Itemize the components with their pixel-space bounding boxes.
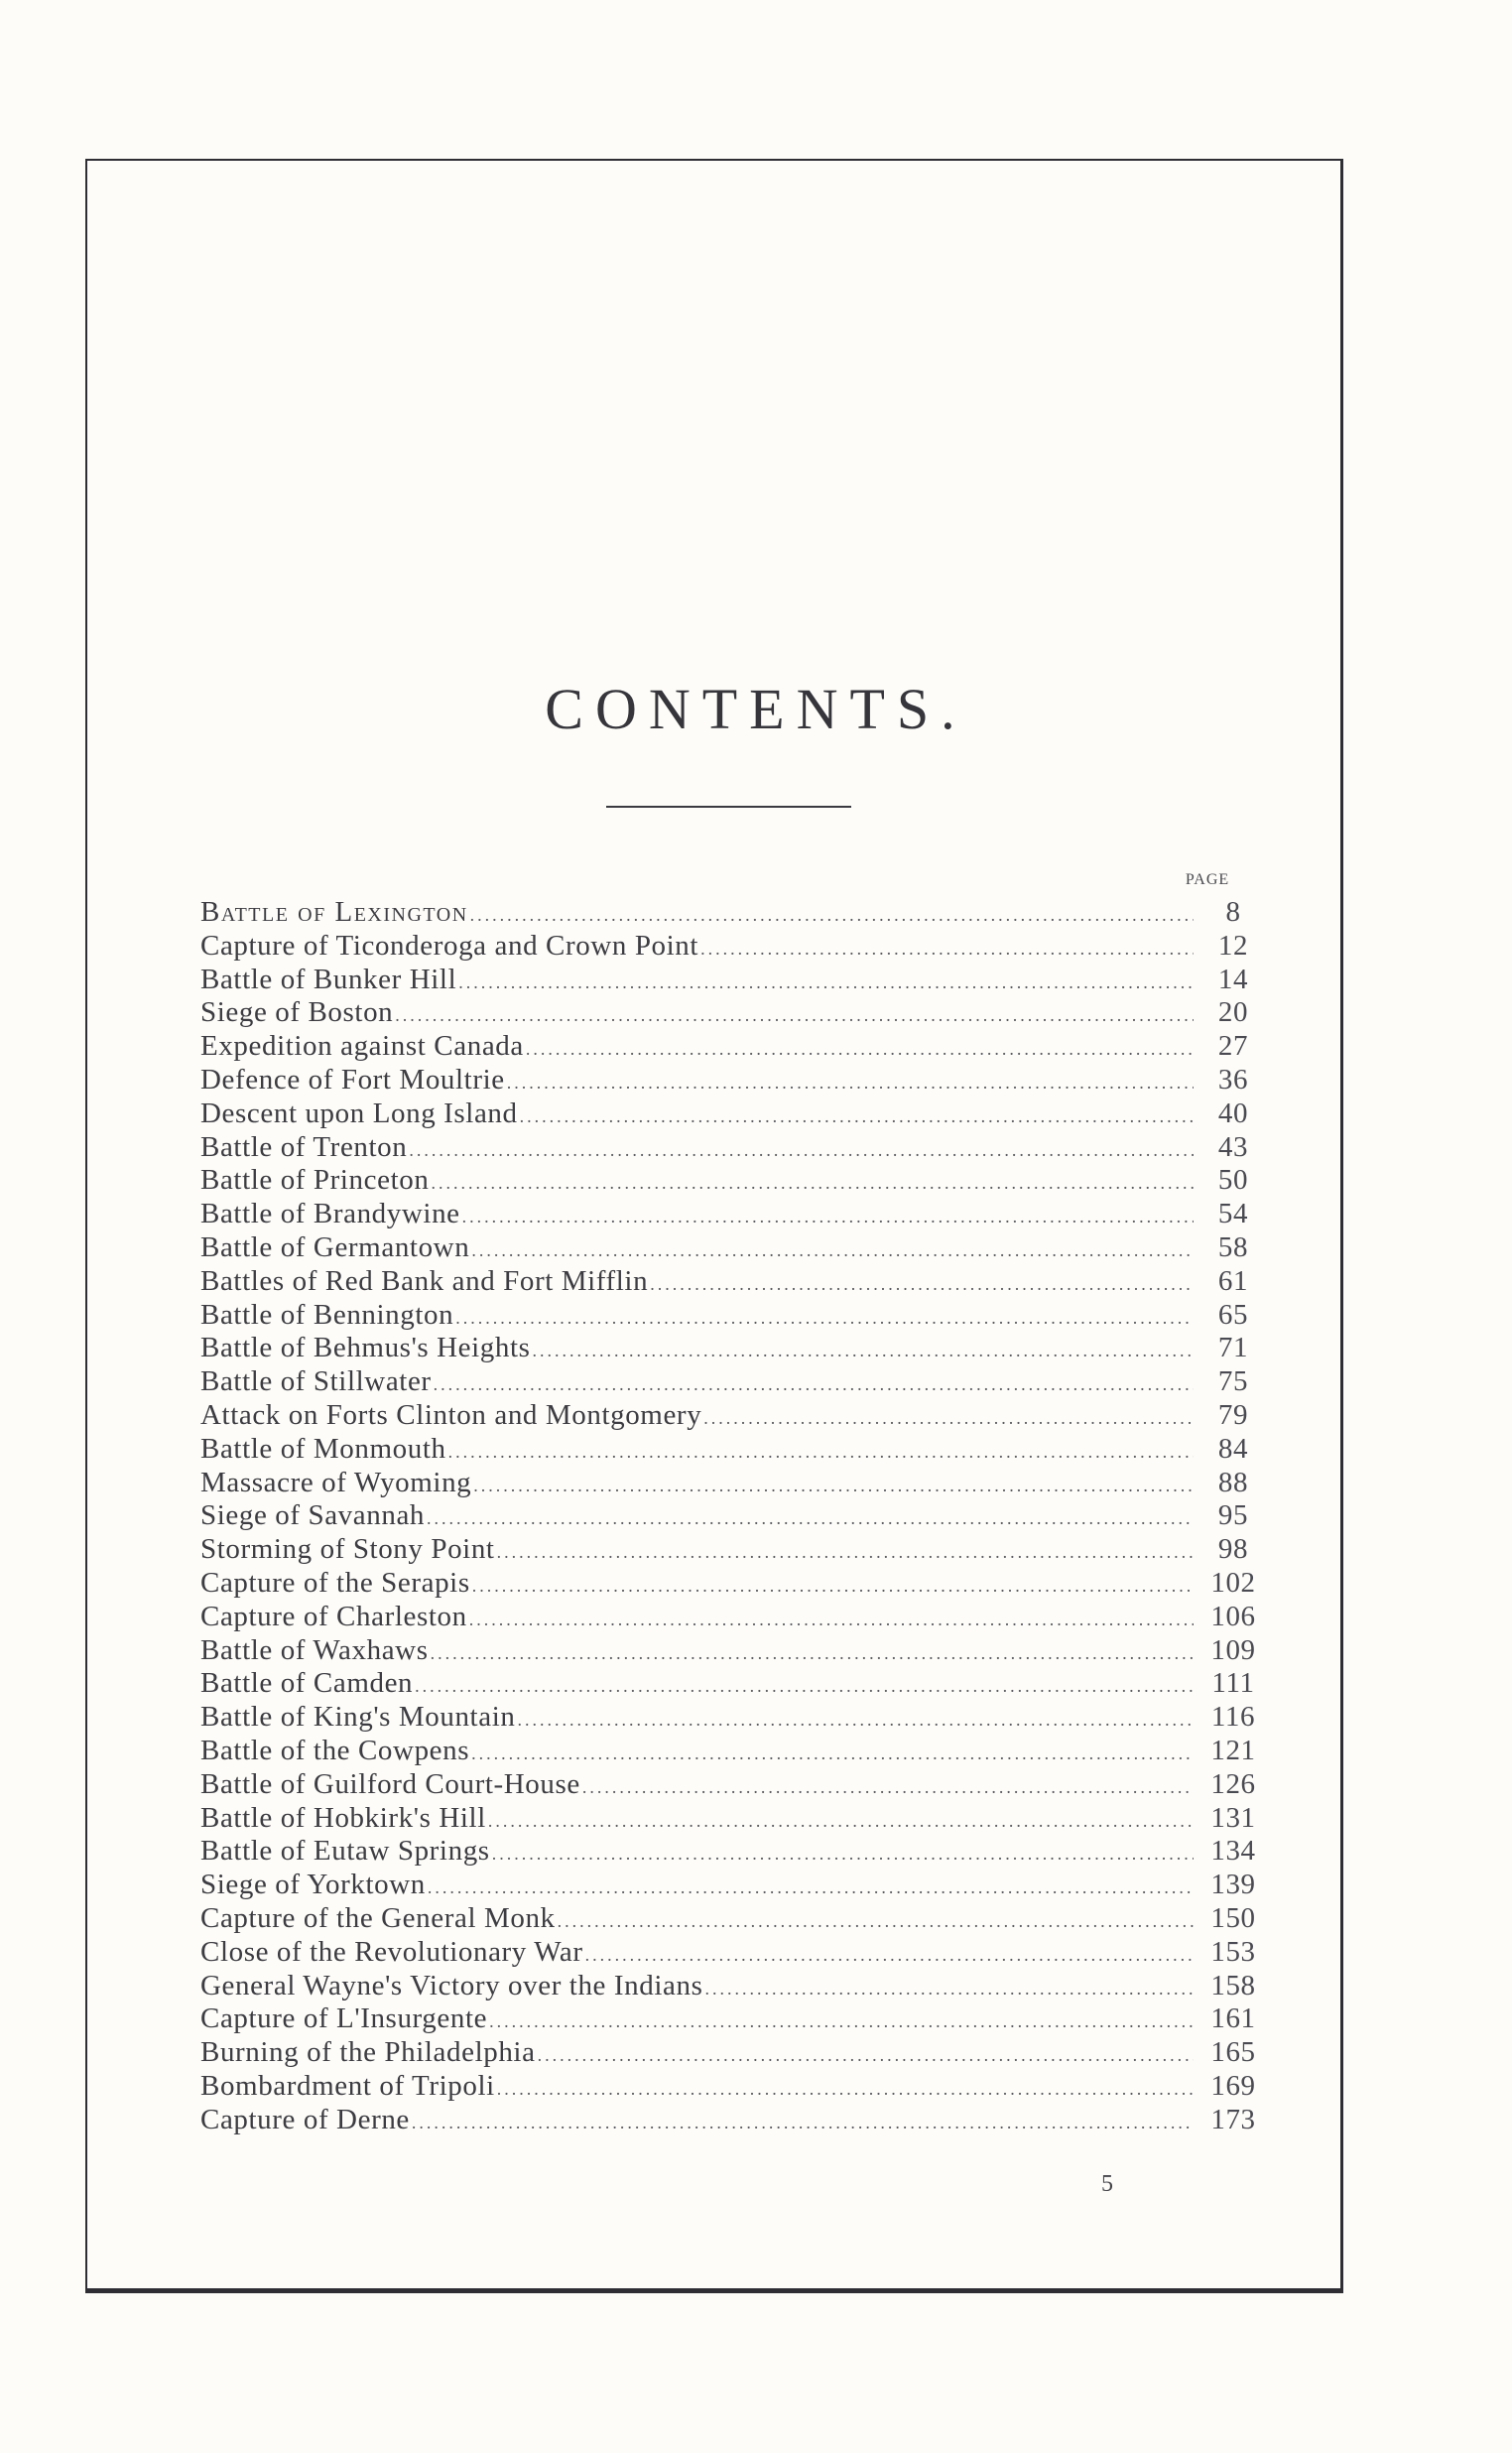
dot-leader xyxy=(488,1805,1194,1839)
toc-entry-title: Battle of Guilford Court-House xyxy=(200,1767,580,1800)
toc-entry-page: 61 xyxy=(1217,1264,1249,1297)
toc-entry-page: 111 xyxy=(1211,1667,1255,1700)
dot-leader xyxy=(507,1067,1194,1100)
toc-entry-title: Battle of Stillwater xyxy=(200,1365,432,1398)
dot-leader xyxy=(448,1436,1194,1470)
toc-entry-page: 150 xyxy=(1210,1901,1256,1934)
toc-entry-title: Descent upon Long Island xyxy=(200,1097,518,1129)
toc-entry xyxy=(200,2070,1265,2104)
page-column-heading: PAGE xyxy=(1185,871,1230,888)
toc-entry-title: Expedition against Canada xyxy=(200,1030,524,1063)
page-title: CONTENTS. xyxy=(545,676,967,741)
dot-leader xyxy=(471,1234,1194,1268)
toc-entry xyxy=(200,996,1265,1030)
toc-entry-page: 121 xyxy=(1210,1734,1256,1766)
toc-entry-title: Battle of Monmouth xyxy=(200,1432,446,1465)
toc-entry-title: Capture of Charleston xyxy=(200,1600,467,1632)
dot-leader xyxy=(395,999,1194,1033)
toc-entry xyxy=(200,1567,1265,1601)
toc-entry xyxy=(200,1768,1265,1802)
dot-leader xyxy=(471,1738,1194,1771)
dot-leader xyxy=(520,1100,1194,1134)
dot-leader xyxy=(650,1268,1194,1302)
toc-entry-page: 40 xyxy=(1217,1097,1249,1129)
toc-entry-title: Battle of Behmus's Heights xyxy=(200,1332,531,1364)
toc-entry xyxy=(200,1365,1265,1399)
toc-entry xyxy=(200,1164,1265,1198)
dot-leader xyxy=(538,2039,1194,2073)
toc-entry-page: 71 xyxy=(1217,1332,1249,1364)
toc-entry-page: 58 xyxy=(1217,1230,1249,1263)
dot-leader xyxy=(409,1134,1194,1168)
dot-leader xyxy=(458,967,1194,1000)
toc-entry-title: Capture of Derne xyxy=(200,2103,410,2135)
toc-entry-title: Attack on Forts Clinton and Montgomery xyxy=(200,1398,702,1431)
toc-entry-page: 131 xyxy=(1210,1801,1256,1834)
toc-entry-title: Battle of Germantown xyxy=(200,1230,470,1263)
dot-leader xyxy=(455,1302,1194,1336)
toc-entry xyxy=(200,1869,1265,1902)
toc-entry-page: 158 xyxy=(1210,1969,1256,2001)
toc-entry-page: 106 xyxy=(1210,1600,1256,1632)
toc-entry xyxy=(200,1198,1265,1231)
toc-entry xyxy=(200,896,1265,930)
toc-entry xyxy=(200,1097,1265,1131)
toc-entry-page: 8 xyxy=(1225,896,1241,928)
title-rule xyxy=(606,806,851,808)
toc-entry-page: 98 xyxy=(1217,1533,1249,1566)
toc-entry-title: Burning of the Philadelphia xyxy=(200,2036,536,2069)
dot-leader xyxy=(415,1670,1194,1704)
toc-entry-page: 54 xyxy=(1217,1198,1249,1230)
toc-entry xyxy=(200,1667,1265,1701)
toc-entry-title: Battle of Bunker Hill xyxy=(200,963,457,995)
toc-entry-title: Battle of Princeton xyxy=(200,1164,430,1197)
toc-entry xyxy=(200,1131,1265,1165)
toc-entry-page: 88 xyxy=(1217,1466,1249,1498)
toc-entry-page: 134 xyxy=(1210,1835,1256,1868)
toc-entry-page: 36 xyxy=(1217,1063,1249,1096)
toc-entry-page: 65 xyxy=(1217,1298,1249,1331)
toc-entry xyxy=(200,2036,1265,2070)
toc-entry-page: 161 xyxy=(1210,2002,1256,2035)
toc-entry-page: 173 xyxy=(1210,2103,1256,2135)
toc-entry xyxy=(200,1802,1265,1836)
toc-entry xyxy=(200,1399,1265,1433)
toc-entry xyxy=(200,964,1265,997)
toc-entry-title: Battle of Eutaw Springs xyxy=(200,1835,490,1868)
toc-entry-title: Battle of Waxhaws xyxy=(200,1633,429,1666)
contents-list xyxy=(200,896,1265,2136)
dot-leader xyxy=(431,1167,1194,1201)
toc-entry-title: Battle of Bennington xyxy=(200,1298,454,1331)
toc-entry-title: Battle of Brandywine xyxy=(200,1198,460,1230)
toc-entry xyxy=(200,1231,1265,1265)
dot-leader xyxy=(517,1704,1194,1738)
toc-entry-page: 14 xyxy=(1217,963,1249,995)
toc-entry xyxy=(200,2002,1265,2036)
dot-leader xyxy=(526,1033,1194,1067)
toc-entry-page: 139 xyxy=(1210,1869,1256,1901)
toc-entry-page: 109 xyxy=(1210,1633,1256,1666)
toc-entry-title: Battle of Lexington xyxy=(200,896,468,928)
toc-entry xyxy=(200,1701,1265,1735)
toc-entry-page: 84 xyxy=(1217,1432,1249,1465)
toc-entry-title: Capture of the General Monk xyxy=(200,1901,556,1934)
toc-entry-title: Capture of the Serapis xyxy=(200,1566,470,1599)
toc-entry xyxy=(200,1601,1265,1634)
dot-leader xyxy=(470,899,1194,933)
dot-leader xyxy=(472,1570,1194,1604)
toc-entry xyxy=(200,1499,1265,1533)
toc-entry-title: Bombardment of Tripoli xyxy=(200,2069,495,2102)
toc-entry-page: 50 xyxy=(1217,1164,1249,1197)
toc-entry xyxy=(200,1433,1265,1467)
toc-entry-page: 169 xyxy=(1210,2069,1256,2102)
dot-leader xyxy=(492,1838,1194,1872)
toc-entry xyxy=(200,1936,1265,1970)
toc-entry-page: 116 xyxy=(1210,1701,1256,1734)
toc-entry-page: 153 xyxy=(1210,1935,1256,1968)
dot-leader xyxy=(489,2005,1194,2039)
toc-entry-title: Close of the Revolutionary War xyxy=(200,1935,583,1968)
dot-leader xyxy=(533,1335,1194,1368)
toc-entry xyxy=(200,1533,1265,1567)
folio-page-number: 5 xyxy=(1101,2171,1113,2197)
toc-entry-page: 126 xyxy=(1210,1767,1256,1800)
dot-leader xyxy=(703,1402,1194,1436)
toc-entry-title: Storming of Stony Point xyxy=(200,1533,495,1566)
dot-leader xyxy=(704,1973,1194,2006)
toc-entry xyxy=(200,1467,1265,1500)
toc-entry-page: 27 xyxy=(1217,1030,1249,1063)
toc-entry-title: Battle of Camden xyxy=(200,1667,414,1700)
toc-entry xyxy=(200,1634,1265,1668)
toc-entry-title: Battles of Red Bank and Fort Mifflin xyxy=(200,1264,649,1297)
dot-leader xyxy=(700,933,1194,967)
dot-leader xyxy=(497,2073,1194,2107)
toc-entry-title: Siege of Boston xyxy=(200,996,394,1029)
dot-leader xyxy=(427,1502,1194,1536)
dot-leader xyxy=(431,1637,1194,1671)
toc-entry-page: 20 xyxy=(1217,996,1249,1029)
dot-leader xyxy=(469,1604,1194,1637)
toc-entry xyxy=(200,1735,1265,1768)
toc-entry-page: 95 xyxy=(1217,1499,1249,1532)
toc-entry-title: Battle of Trenton xyxy=(200,1130,408,1163)
toc-entry xyxy=(200,1332,1265,1365)
toc-entry-title: Massacre of Wyoming xyxy=(200,1466,472,1498)
dot-leader xyxy=(558,1905,1194,1939)
toc-entry xyxy=(200,1902,1265,1936)
toc-entry-title: General Wayne's Victory over the Indians xyxy=(200,1969,703,2001)
toc-entry xyxy=(200,1299,1265,1333)
toc-entry-page: 102 xyxy=(1210,1566,1256,1599)
toc-entry-page: 12 xyxy=(1217,929,1249,962)
toc-entry xyxy=(200,1265,1265,1299)
dot-leader xyxy=(434,1368,1194,1402)
toc-entry-title: Battle of King's Mountain xyxy=(200,1701,516,1734)
toc-entry-title: Siege of Savannah xyxy=(200,1499,426,1532)
dot-leader xyxy=(585,1939,1194,1973)
dot-leader xyxy=(412,2107,1194,2140)
toc-entry xyxy=(200,2104,1265,2137)
toc-entry xyxy=(200,1835,1265,1869)
toc-entry xyxy=(200,1970,1265,2003)
toc-entry-title: Siege of Yorktown xyxy=(200,1869,426,1901)
dot-leader xyxy=(462,1201,1194,1234)
toc-entry xyxy=(200,1064,1265,1097)
toc-entry-page: 79 xyxy=(1217,1398,1249,1431)
toc-entry-page: 75 xyxy=(1217,1365,1249,1398)
toc-entry-title: Battle of Hobkirk's Hill xyxy=(200,1801,486,1834)
toc-entry-title: Defence of Fort Moultrie xyxy=(200,1063,505,1096)
toc-entry-title: Battle of the Cowpens xyxy=(200,1734,470,1766)
toc-entry xyxy=(200,930,1265,964)
toc-entry-page: 165 xyxy=(1210,2036,1256,2069)
toc-entry-title: Capture of L'Insurgente xyxy=(200,2002,488,2035)
toc-entry xyxy=(200,1030,1265,1064)
dot-leader xyxy=(473,1470,1194,1503)
toc-entry-title: Capture of Ticonderoga and Crown Point xyxy=(200,929,699,962)
dot-leader xyxy=(428,1872,1194,1905)
dot-leader xyxy=(582,1771,1194,1805)
toc-entry-page: 43 xyxy=(1217,1130,1249,1163)
dot-leader xyxy=(497,1536,1194,1570)
